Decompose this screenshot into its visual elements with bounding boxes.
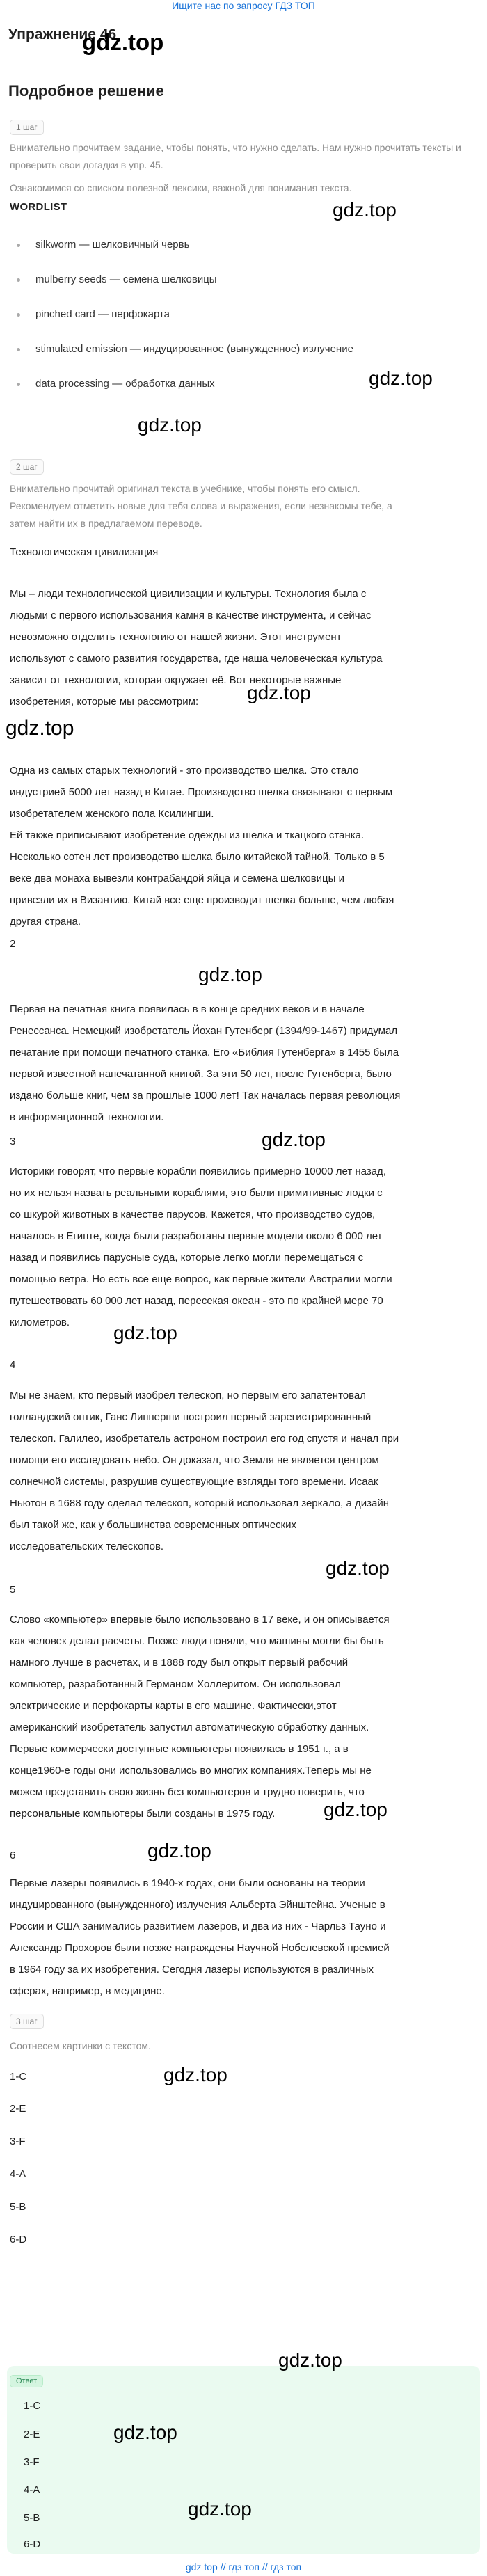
text-line: первой известной напечатанной книгой. За эти 50 лет, после Гутенберга, было [10, 1068, 392, 1080]
text-paragraph-3 [10, 1161, 474, 1333]
watermark: gdz.top [262, 1129, 326, 1150]
text-line: невозможно отделить технологию от нашей жизни. Этот инструмент [10, 631, 342, 643]
text-line: Историки говорят, что первые корабли появились примерно 10000 лет назад, [10, 1166, 386, 1177]
text-line: другая страна. [10, 916, 81, 928]
text-paragraph-5 [10, 1609, 474, 1824]
watermark: gdz.top [369, 367, 433, 389]
text-line: конце1960-е годы они использовались во многих компаниях.Теперь мы не [10, 1765, 372, 1776]
step-badge: 2 шаг [10, 459, 44, 475]
text-line: людьми с первого использования камня в качестве инструмента, и сейчас [10, 610, 372, 621]
wordlist-item [17, 273, 217, 285]
hint-line: Внимательно прочитаем задание, чтобы понять, что нужно сделать. Нам нужно прочитать тексты и проверить свои догадки в упр. 45. [10, 142, 461, 170]
text-line: как человек делал расчеты. Позже люди поняли, что машины могли бы быть [10, 1635, 384, 1647]
answer-box [7, 2366, 480, 2554]
section-number: 6 [10, 1850, 16, 1861]
text-line: назад и появились парусные суда, которые легко могли перемещаться с [10, 1252, 364, 1264]
wordlist-item-text: silkworm — шелковичный червь [35, 239, 190, 251]
wordlist-item [17, 378, 215, 390]
text-line: индуцированного (вынужденного) излучения Альберта Эйнштейна. Ученые в [10, 1899, 385, 1911]
text-line: со шкурой животных в качестве парусов. Кажется, что производство судов, [10, 1209, 376, 1221]
text-line: но их нельзя назвать реальными кораблями, это были примитивные лодки с [10, 1187, 383, 1199]
text-line: зависит от технологии, которая окружает её. Вот некоторые важные [10, 674, 342, 686]
answer-item: 1-C [24, 2400, 41, 2412]
text-line: электрические и перфокарты карты в его машине. Фактически,этот [10, 1700, 337, 1712]
wordlist-item [17, 343, 353, 355]
text-line: Одна из самых старых технологий - это производство шелка. Это стало [10, 765, 359, 777]
match-item: 2-E [10, 2103, 26, 2115]
text-line: путешествовать 60 000 лет назад, пересекая океан - это по крайней мере 70 [10, 1295, 383, 1307]
wordlist-item [17, 239, 189, 251]
section-number [10, 731, 15, 742]
section-number: 4 [10, 1359, 16, 1371]
text-line: в 1964 году за их изобретения. Сегодня лазеры используются в различных [10, 1964, 374, 1975]
top-search-link[interactable]: Ищите нас по запросу ГДЗ ТОП [172, 0, 315, 11]
watermark: gdz.top [324, 1799, 388, 1820]
answer-item: 4-A [24, 2484, 40, 2496]
text-line: помощью ветра. Но есть все еще вопрос, как первые жители Австралии могли [10, 1273, 392, 1285]
text-line: компьютер, разработанный Германом Холлеритом. Он использовал [10, 1678, 341, 1690]
wordlist-item [17, 308, 170, 320]
hint-line: Ознакомимся со списком полезной лексики, важной для понимания текста. [10, 182, 352, 193]
watermark: gdz.top [247, 682, 311, 703]
text-line: сферах, например, в медицине. [10, 1985, 165, 1997]
text-line: Первая на печатная книга появилась в в конце средних веков и в начале [10, 1003, 365, 1015]
hint-line: Рекомендуем отметить новые для тебя слова и выражения, если незнакомы тебе, а [10, 500, 392, 511]
answer-item: 6-D [24, 2538, 41, 2550]
text-heading-line: Технологическая цивилизация [10, 546, 159, 558]
text-line: Слово «компьютер» впервые было использовано в 17 веке, и он описывается [10, 1614, 390, 1625]
text-line: используют с самого развития государства, где наша человеческая культура [10, 653, 383, 665]
bullet-icon [17, 278, 20, 282]
text-line: Мы – люди технологической цивилизации и культуры. Технология была с [10, 588, 367, 600]
step-hint [10, 180, 462, 197]
watermark: gdz.top [82, 29, 164, 55]
bullet-icon [17, 348, 20, 351]
text-line: издано больше книг, чем за прошлые 1000 лет! Так началась первая революция [10, 1090, 401, 1102]
text-paragraph-4 [10, 1385, 474, 1557]
text-line: был такой же, как у большинства современных оптических [10, 1519, 296, 1531]
hint-line: затем найти их в предлагаемом переводе. [10, 518, 202, 529]
text-line: километров. [10, 1317, 70, 1328]
text-paragraph-1 [10, 760, 474, 932]
text-line: помощи его исследовать небо. Он доказал, что Земля не является центром [10, 1454, 379, 1466]
text-line: привезли их в Византию. Китай все еще производит шелка больше, чем любая [10, 894, 394, 906]
answer-item: 3-F [24, 2456, 40, 2468]
bullet-icon [17, 313, 20, 317]
watermark: gdz.top [147, 1840, 211, 1861]
page-title: Упражнение 46 [8, 26, 117, 42]
wordlist-item-text: data processing — обработка данных [35, 378, 215, 390]
step-badge: 1 шаг [10, 120, 44, 135]
watermark: gdz.top [6, 717, 74, 740]
step-hint [10, 139, 462, 174]
watermark: gdz.top [188, 2498, 252, 2520]
footer-links[interactable]: gdz top // гдз топ // гдз топ [185, 2561, 302, 2573]
bullet-icon [17, 244, 20, 247]
text-line: Александр Прохоров были позже награждены Научной Нобелевской премией [10, 1942, 390, 1954]
text-line: Первые лазеры появились в 1940-х годах, они были основаны на теории [10, 1877, 365, 1889]
text-line: России и США занимались развитием лазеров, и два из них - Чарльз Тауно и [10, 1921, 386, 1932]
wordlist-title: WORDLIST [10, 201, 67, 213]
text-line: Несколько сотен лет производство шелка было китайской тайной. Только в 5 [10, 851, 385, 863]
step-hint [10, 480, 462, 532]
watermark: gdz.top [333, 199, 397, 221]
hint-line: Внимательно прочитай оригинал текста в учебнике, чтобы понять его смысл. [10, 483, 360, 494]
text-line: телескоп. Галилео, изобретатель астроном построил его год спустя и начал при [10, 1433, 399, 1445]
answer-badge: Ответ [10, 2375, 43, 2387]
watermark: gdz.top [113, 1322, 177, 1344]
text-line: веке два монаха вывезли контрабандой яйца и семена шелковицы и [10, 873, 344, 884]
match-item: 4-A [10, 2168, 26, 2180]
text-line: изобретения, которые мы рассмотрим: [10, 696, 199, 708]
watermark: gdz.top [198, 964, 262, 985]
wordlist-item-text: stimulated emission — индуцированное (вынужденное) излучение [35, 343, 353, 355]
text-line: можем представить свою жизнь без компьютеров и трудно поверить, что [10, 1786, 365, 1798]
text-line: печатание при помощи печатного станка. Его «Библия Гутенберга» в 1455 была [10, 1047, 399, 1058]
watermark: gdz.top [326, 1557, 390, 1579]
text-line: Первые коммерчески доступные компьютеры появилась в 1951 г., а в [10, 1743, 349, 1755]
section-title: Подробное решение [8, 82, 164, 100]
text-paragraph-6 [10, 1873, 474, 2002]
wordlist-item-text: pinched card — перфокарта [35, 308, 170, 320]
step-badge: 3 шаг [10, 2014, 44, 2029]
wordlist-item-text: mulberry seeds — семена шелковицы [35, 273, 217, 285]
text-line: индустрией 5000 лет назад в Китае. Производство шелка связывают с первым [10, 786, 393, 798]
match-item: 3-F [10, 2136, 26, 2147]
text-line: Ей также приписывают изобретение одежды из шелка и ткацкого станка. [10, 829, 365, 841]
text-line: голландский оптик, Ганс Липперши построил первый зарегистрированный [10, 1411, 372, 1423]
section-number: 3 [10, 1136, 16, 1147]
text-line: Ньютон в 1688 году сделал телескоп, который использовал зеркало, а дизайн [10, 1497, 389, 1509]
watermark: gdz.top [278, 2349, 342, 2371]
text-paragraph-2 [10, 999, 474, 1128]
step-hint [10, 2037, 462, 2055]
text-line: началось в Египте, когда были разработаны первые модели около 6 000 лет [10, 1230, 383, 1242]
match-item: 5-B [10, 2201, 26, 2213]
section-number: 5 [10, 1584, 16, 1596]
text-line: Ренессанса. Немецкий изобретатель Йохан Гутенберг (1394/99-1467) придумал [10, 1025, 398, 1037]
text-line: в информационной технологии. [10, 1111, 164, 1123]
watermark: gdz.top [163, 2064, 227, 2085]
text-line: солнечной системы, разрушив существующие взгляды того времени. Исаак [10, 1476, 378, 1488]
text-intro [10, 583, 474, 713]
answer-item: 2-E [24, 2428, 40, 2440]
section-number: 2 [10, 938, 16, 950]
match-item: 1-C [10, 2071, 27, 2083]
text-line: изобретателем женского пола Ксилингши. [10, 808, 214, 820]
text-line: намного лучше в расчетах, и в 1888 году был открыт первый рабочий [10, 1657, 349, 1669]
text-line: персональные компьютеры были созданы в 1975 году. [10, 1808, 276, 1820]
hint-line: Соотнесем картинки с текстом. [10, 2040, 151, 2051]
match-item: 6-D [10, 2234, 27, 2245]
text-line: исследовательских телескопов. [10, 1541, 164, 1552]
watermark: gdz.top [138, 414, 202, 436]
bullet-icon [17, 383, 20, 386]
text-line: Мы не знаем, кто первый изобрел телескоп, но первым его запатентовал [10, 1390, 367, 1401]
text-line: американский изобретатель запустил автоматическую обработку данных. [10, 1722, 369, 1733]
answer-item: 5-B [24, 2512, 40, 2524]
watermark: gdz.top [113, 2422, 177, 2443]
text-heading [10, 541, 474, 563]
